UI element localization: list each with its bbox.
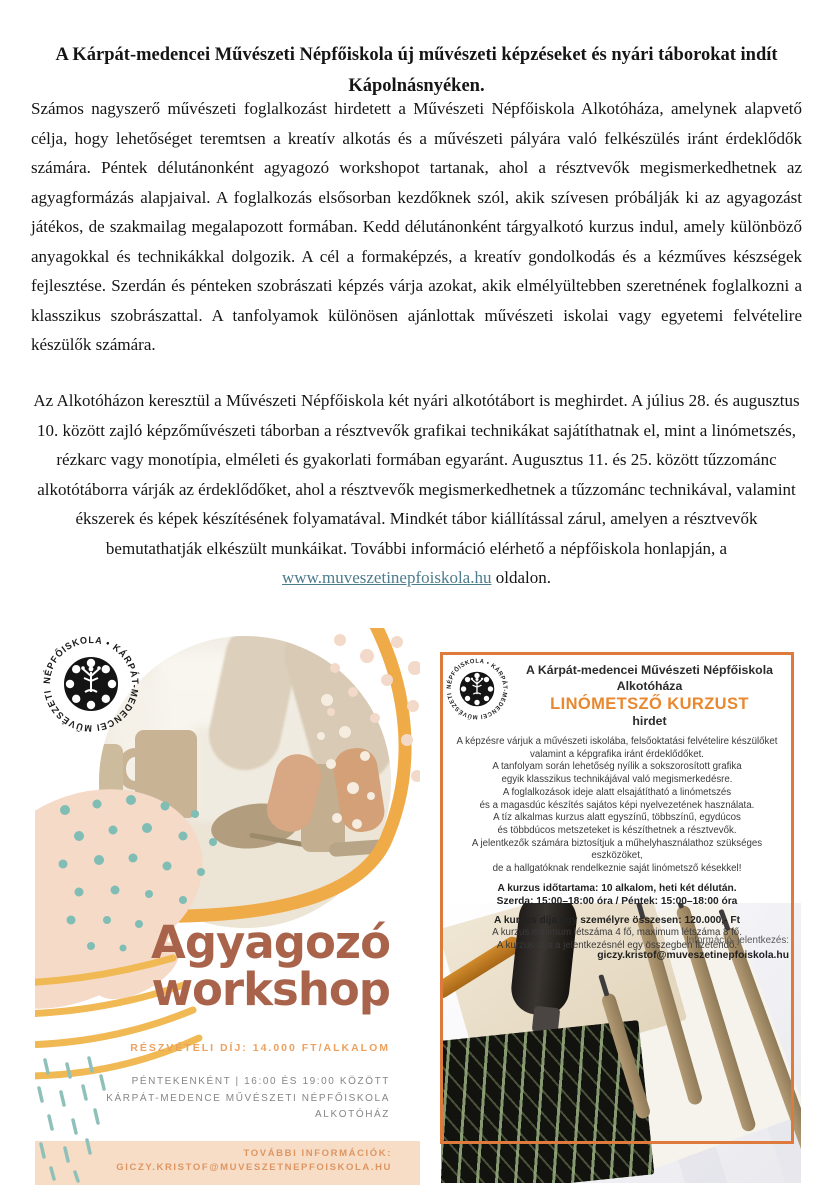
poster-footer-contact bbox=[116, 1147, 392, 1175]
logo-circular-text: NÉPFŐISKOLA • KÁRPÁT-MEDENCEI MŰVÉSZETI bbox=[41, 634, 141, 734]
page-title: A Kárpát-medencei Művészeti Népfőiskola új művészeti képzéseket és nyári táborokat indít Kápolnásnyéken. bbox=[55, 45, 778, 96]
header-org-line1: A Kárpát-medencei Művészeti Népfőiskola bbox=[526, 663, 773, 677]
schedule-line1: PÉNTEKENKÉNT | 16:00 ÉS 19:00 KÖZÖTT bbox=[131, 1076, 390, 1087]
schedule-line3: ALKOTÓHÁZ bbox=[315, 1109, 390, 1120]
paragraph-camps bbox=[31, 386, 802, 593]
participation-fee: RÉSZVÉTELI DÍJ: 14.000 FT/ALKALOM bbox=[130, 1042, 390, 1054]
workshop-title-line1: Agyagozó bbox=[151, 916, 390, 969]
header-hirdet: hirdet bbox=[632, 714, 667, 728]
course-title: LINÓMETSZŐ KURZUST bbox=[550, 695, 749, 713]
course-contact bbox=[597, 934, 789, 963]
workshop-title bbox=[151, 916, 390, 1016]
footer-info-email: GICZY.KRISTOF@MUVESZETNEPFOISKOLA.HU bbox=[116, 1162, 392, 1173]
nepfoiskola-logo bbox=[445, 657, 509, 721]
workshop-schedule bbox=[106, 1074, 390, 1124]
description-line: egyik klasszikus technikájával való megismerkedésre. bbox=[501, 774, 733, 786]
description-line: valamint a képgrafika iránt érdeklődőket. bbox=[530, 748, 704, 760]
description-line: A jelentkezők számára biztosítjuk a műhelyhasználathoz szükséges eszközöket, bbox=[471, 837, 763, 862]
website-link[interactable]: www.muveszetinepfoiskola.hu bbox=[282, 568, 492, 587]
description-line: A tanfolyam során lehetőség nyílik a sokszorosított grafika bbox=[492, 761, 742, 773]
course-fee-line3: A kurzus díja a jelentkezésnél egy összegben fizetendő. bbox=[496, 940, 738, 952]
cream-dot-pattern bbox=[317, 694, 375, 829]
description-line: és többdúcos metszeteket is készíthetnek a résztvevők. bbox=[497, 824, 737, 836]
course-header bbox=[507, 663, 792, 730]
footer-info-label: TOVÁBBI INFORMÁCIÓK: bbox=[243, 1148, 392, 1159]
header-org-line2: Alkotóháza bbox=[616, 678, 683, 693]
description-line: A tíz alkalmas kurzus alatt egyszínű, többszínű, egydúcos bbox=[493, 812, 741, 824]
logo-circular-text: NÉPFŐISKOLA • KÁRPÁT-MEDENCEI MŰVÉSZETI bbox=[445, 657, 509, 721]
course-description bbox=[449, 736, 785, 953]
pottery-workshop-poster bbox=[35, 628, 420, 1185]
contact-label: Információ, jelentkezés: bbox=[686, 935, 789, 946]
schedule-line2: KÁRPÁT-MEDENCE MŰVÉSZETI NÉPFŐISKOLA bbox=[106, 1092, 390, 1104]
description-line: de a hallgatóknak rendelkeznie saját linómetsző késekkel! bbox=[492, 863, 742, 875]
paragraph-camps-text: Az Alkotóházon keresztül a Művészeti Népfőiskola két nyári alkotótábort is meghirdet. A július 28. és augusztus 10. között zajló képzőművészeti táborban a résztvevők grafikai technikákat sajátíthatnak el, mint a linómetszés, rézkarc vagy monotípia, elméleti és gyakorlati formában egyaránt. Augusztus 11. és 25. között tűzzománc alkotótáborra várják az érdeklődőket, ahol a résztvevők megismerkedhetnek a tűzzománc technikával, valamint ékszerek és képek készítésének folyamatával. Mindkét tábor kiállítással zárul, amelyen a résztvevők bemutathatják elkészült munkáikat. További információ elérhető a népfőiskola honlapján, a bbox=[33, 391, 800, 558]
workshop-title-line2: workshop bbox=[151, 963, 390, 1016]
description-line: A képzésre várjuk a művészeti iskolába, felsőoktatási felvételire készülőket bbox=[456, 736, 778, 747]
contact-email: giczy.kristof@muveszetinepfoiskola.hu bbox=[597, 949, 789, 961]
paragraph-camps-tail: oldalon. bbox=[491, 568, 551, 587]
course-fee-line1: A kurzus díja egy személyre összesen: 120.000,- Ft bbox=[494, 915, 740, 927]
nepfoiskola-logo bbox=[41, 634, 141, 734]
description-line: és a magasdúc készítés sajátos képi nyelvezetének használata. bbox=[479, 799, 755, 811]
description-line: A foglalkozások ideje alatt elsajátítható a linómetszés bbox=[502, 786, 732, 798]
course-duration-line2: Szerda: 15:00–18:00 óra / Péntek: 15:00–18:00 óra bbox=[496, 895, 738, 907]
linocut-course-poster bbox=[437, 650, 805, 1185]
course-duration-line1: A kurzus időtartama: 10 alkalom, heti két délután. bbox=[497, 882, 737, 894]
paragraph-courses: Számos nagyszerő művészeti foglalkozást hirdetett a Művészeti Népfőiskola Alkotóháza, amelynek alapvető célja, hogy lehetőséget teremtsen a kreatív alkotás és a művészeti pályára való felkészülés iránt érdeklődők számára. Péntek délutánonként agyagozó workshopot tartanak, ahol a résztvevők megismerkedhetnek az agyagformázás alapjaival. A foglalkozás elsősorban kezdőknek szól, akik szívesen próbálják ki az agyagozást játékos, de szakmailag megalapozott formában. Kedd délutánonként tárgyalkotó kurzus indul, amely különböző anyagokkal és technikákkal dolgozik. A cél a formaképzés, a kreatív gondolkodás és a kézműves készségek fejlesztése. Szerdán és pénteken szobrászati képzés várja azokat, akik elmélyültebben szeretnének foglalkozni a klasszikus szobrászattal. A tanfolyamok különösen ajánlottak művészeti iskolai vagy egyetemi felvételire készülők számára. bbox=[31, 99, 802, 354]
course-fee-line2: A kurzus minimum létszáma 4 fő, maximum létszáma 8 fő. bbox=[492, 927, 742, 939]
